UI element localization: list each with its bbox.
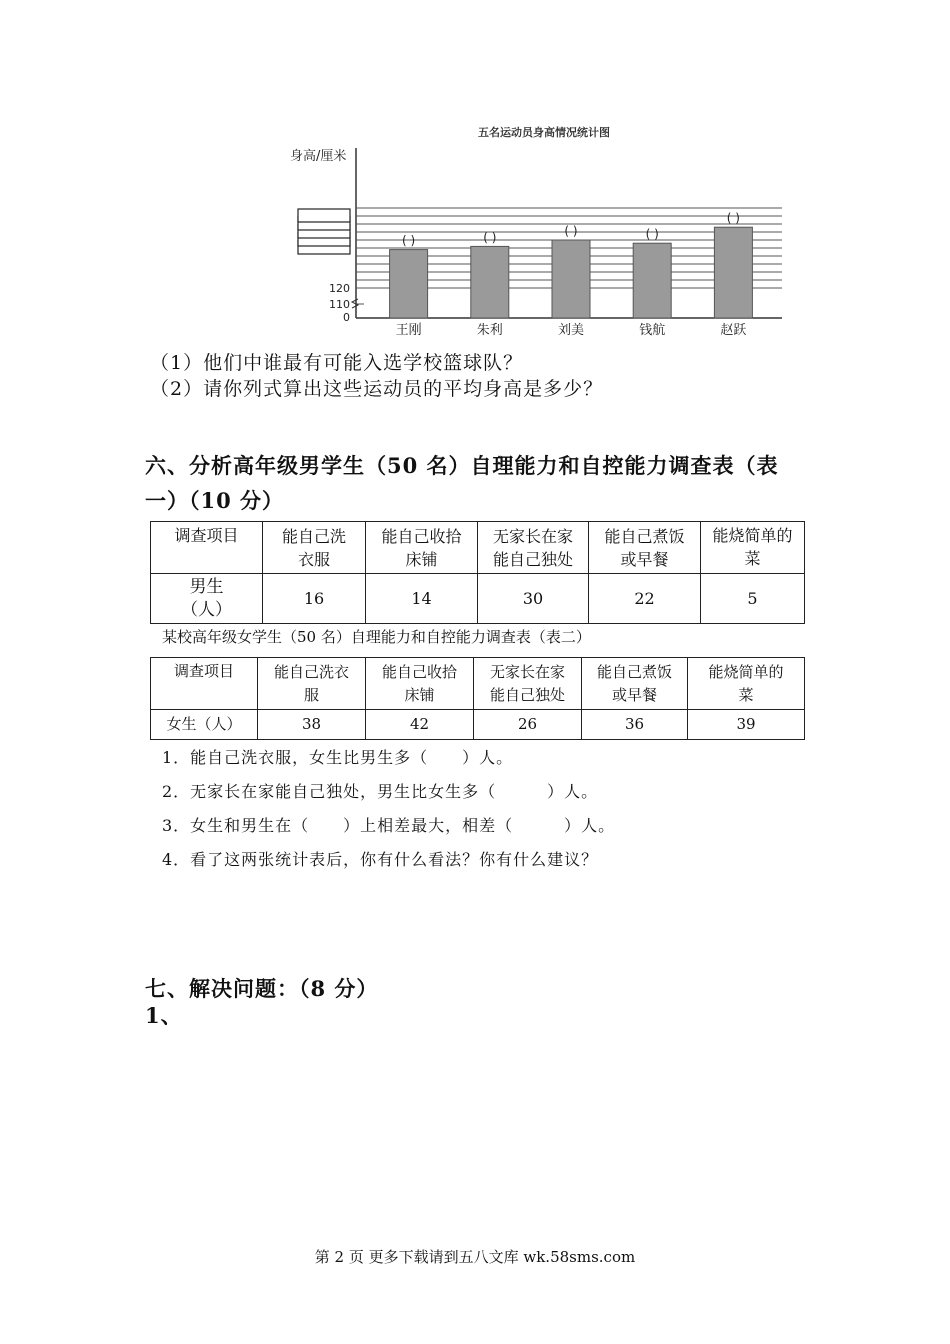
- value-label: ( ): [564, 224, 578, 238]
- category-label: 钱航: [639, 323, 666, 338]
- y-tick-label: 120: [329, 282, 350, 295]
- y-axis-label: 身高/厘米: [290, 149, 347, 164]
- category-label: 王刚: [395, 323, 422, 338]
- t1-cell: 22: [589, 574, 701, 624]
- bars: [390, 227, 753, 318]
- boys-survey-table: [150, 521, 805, 624]
- section-6-title-line1: 六、分析高年级男学生（50 名）自理能力和自控能力调查表（表: [145, 453, 779, 478]
- chart-title: 五名运动员身高情况统计图: [478, 126, 610, 139]
- t1-header-4: 能自己煮饭 或早餐: [589, 522, 701, 574]
- t1-cell: 16: [263, 574, 366, 624]
- t2-cell: 38: [258, 710, 366, 740]
- t2-cell: 26: [474, 710, 582, 740]
- height-bar-chart: [262, 118, 790, 340]
- table-2-caption: 某校高年级女学生（50 名）自理能力和自控能力调查表（表二）: [162, 628, 591, 646]
- t1-cell: 14: [366, 574, 478, 624]
- section-7-item-1: 1、: [145, 1003, 183, 1028]
- bar: [471, 246, 509, 318]
- t1-header-0: 调查项目: [151, 522, 263, 574]
- chart-question-1: （1）他们中谁最有可能入选学校篮球队？: [150, 352, 524, 374]
- t1-header-3: 无家长在家 能自己独处: [478, 522, 589, 574]
- y-tick-labels: [329, 282, 350, 324]
- bar: [552, 240, 590, 318]
- category-label: 朱利: [476, 323, 503, 338]
- value-label: ( ): [402, 233, 416, 248]
- t2-cell: 42: [366, 710, 474, 740]
- t1-cell: 5: [701, 574, 805, 624]
- category-label: 刘美: [557, 323, 585, 338]
- t2-header-3: 无家长在家 能自己独处: [474, 658, 582, 710]
- category-labels: [396, 322, 747, 338]
- bar: [390, 250, 428, 318]
- t2-header-5: 能烧简单的 菜: [688, 658, 805, 710]
- section-6-title-line2: 一）（10 分）: [145, 488, 285, 513]
- category-label: 赵跃: [720, 323, 747, 338]
- chart-question-2: （2）请你列式算出这些运动员的平均身高是多少？: [150, 378, 604, 400]
- y-tick-label: 110: [329, 298, 350, 311]
- table-question-2: 2．无家长在家能自己独处，男生比女生多（ ）人。: [162, 782, 599, 801]
- girls-survey-table: [150, 657, 805, 740]
- t2-header-2: 能自己收拾 床铺: [366, 658, 474, 710]
- table-question-4: 4．看了这两张统计表后，你有什么看法？你有什么建议？: [162, 850, 599, 869]
- value-label: ( ): [483, 230, 497, 245]
- t1-header-1: 能自己洗 衣服: [263, 522, 366, 574]
- page-footer: 第 2 页 更多下载请到五八文库 wk.58sms.com: [314, 1248, 636, 1266]
- blank-tick-box: [298, 209, 350, 222]
- t1-row-label: 男生 （人）: [151, 574, 263, 624]
- t1-cell: 30: [478, 574, 589, 624]
- t1-header-5: 能烧简单的菜: [701, 522, 805, 574]
- value-label: ( ): [645, 227, 659, 242]
- t2-cell: 36: [582, 710, 688, 740]
- t2-header-0: 调查项目: [151, 658, 258, 710]
- t1-header-2: 能自己收拾 床铺: [366, 522, 478, 574]
- table-question-1: 1．能自己洗衣服，女生比男生多（ ）人。: [162, 748, 514, 767]
- bar: [714, 227, 752, 318]
- t2-header-4: 能自己煮饭 或早餐: [582, 658, 688, 710]
- t2-cell: 39: [688, 710, 805, 740]
- table-question-3: 3．女生和男生在（ ）上相差最大，相差（ ）人。: [162, 816, 616, 835]
- bar: [633, 243, 671, 318]
- section-7-title: 七、解决问题：（8 分）: [145, 976, 379, 1001]
- value-label: ( ): [726, 211, 740, 226]
- t2-row-label: 女生（人）: [151, 710, 258, 740]
- y-tick-boxes: [298, 209, 350, 254]
- t2-header-1: 能自己洗衣 服: [258, 658, 366, 710]
- y-tick-label: 0: [343, 311, 350, 324]
